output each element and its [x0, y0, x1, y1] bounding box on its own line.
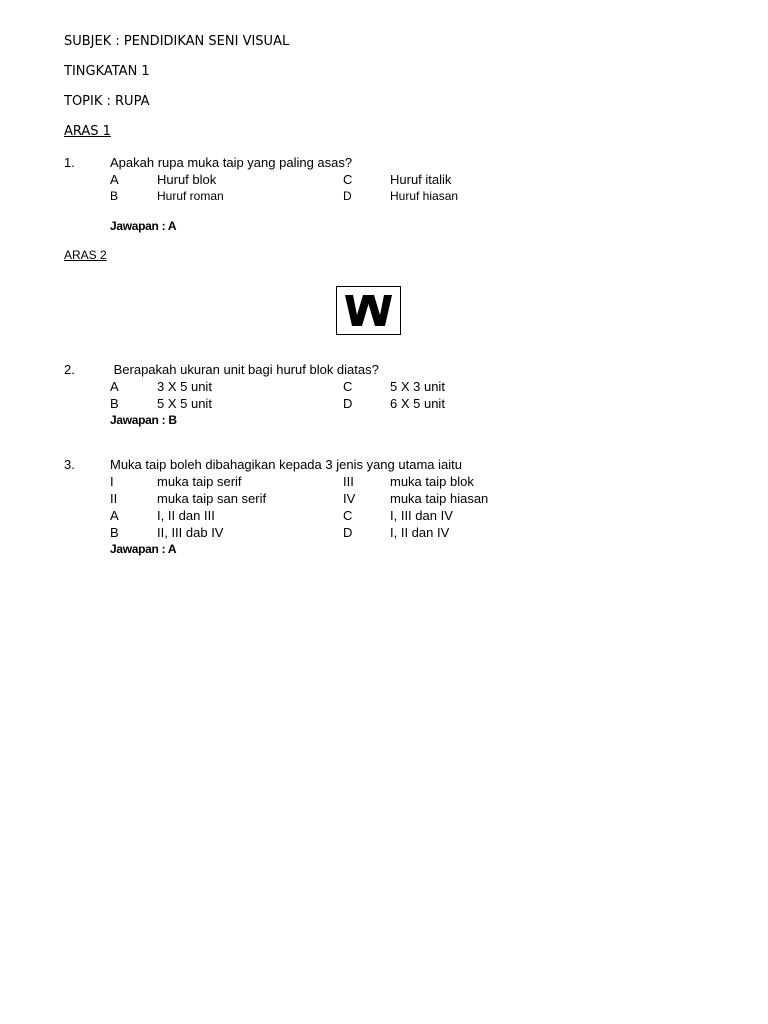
- option-letter: D: [343, 396, 353, 411]
- option-text: 5 X 3 unit: [390, 379, 445, 394]
- statement-text: muka taip serif: [157, 474, 242, 489]
- block-letter-w-icon: [337, 287, 400, 334]
- option-letter: B: [110, 525, 119, 540]
- statement-numeral: II: [110, 491, 118, 506]
- statement-row: [0, 473, 768, 490]
- statement-numeral: III: [343, 474, 354, 489]
- option-text: I, III dan IV: [390, 508, 453, 523]
- option-text: Huruf hiasan: [390, 189, 459, 203]
- option-text: Huruf blok: [157, 172, 217, 187]
- answer-row: [0, 541, 768, 558]
- answer-text: Jawapan : A: [110, 219, 177, 233]
- question-text: Muka taip boleh dibahagikan kepada 3 jenis yang utama iaitu: [110, 457, 462, 472]
- question-text: Berapakah ukuran unit bagi huruf blok diatas?: [110, 362, 379, 377]
- option-row: [0, 507, 768, 524]
- question-2: [0, 361, 768, 429]
- statement-row: [0, 490, 768, 507]
- statement-numeral: IV: [343, 491, 356, 506]
- option-row: [0, 395, 768, 412]
- answer-text: Jawapan : A: [110, 542, 177, 556]
- question-text: Apakah rupa muka taip yang paling asas?: [110, 155, 353, 170]
- option-text: I, II dan III: [157, 508, 215, 523]
- option-letter: A: [110, 172, 119, 187]
- option-letter: C: [343, 379, 353, 394]
- statement-text: muka taip blok: [390, 474, 474, 489]
- option-letter: A: [110, 379, 119, 394]
- statement-text: muka taip hiasan: [390, 491, 489, 506]
- question-number: 3.: [64, 457, 75, 472]
- answer-text: Jawapan : B: [110, 413, 177, 427]
- question-1: [0, 154, 768, 235]
- statement-text: muka taip san serif: [157, 491, 267, 506]
- option-row: [0, 378, 768, 395]
- option-text: 5 X 5 unit: [157, 396, 212, 411]
- option-text: Huruf roman: [157, 189, 224, 203]
- answer-row: [0, 412, 768, 429]
- option-letter: D: [343, 189, 352, 203]
- question-2-stem: [0, 361, 768, 378]
- section-aras-2: ARAS 2: [64, 248, 107, 262]
- option-row: [0, 188, 768, 205]
- option-row: [0, 171, 768, 188]
- option-letter: D: [343, 525, 353, 540]
- question-3: [0, 456, 768, 558]
- option-text: I, II dan IV: [390, 525, 450, 540]
- option-letter: B: [110, 189, 119, 203]
- option-letter: C: [343, 172, 353, 187]
- level-line: TINGKATAN 1: [64, 64, 150, 79]
- option-text: II, III dab IV: [157, 525, 224, 540]
- option-row: [0, 524, 768, 541]
- block-letter-figure: [336, 286, 401, 335]
- topic-line: TOPIK : RUPA: [64, 94, 150, 109]
- question-3-stem: [0, 456, 768, 473]
- statement-numeral: I: [110, 474, 114, 489]
- question-number: 1.: [64, 155, 75, 170]
- option-letter: B: [110, 396, 119, 411]
- section-aras-1: ARAS 1: [64, 124, 111, 139]
- subject-line: SUBJEK : PENDIDIKAN SENI VISUAL: [64, 34, 290, 49]
- option-text: Huruf italik: [390, 172, 452, 187]
- option-text: 3 X 5 unit: [157, 379, 212, 394]
- question-number: 2.: [64, 362, 75, 377]
- option-letter: A: [110, 508, 119, 523]
- option-letter: C: [343, 508, 353, 523]
- answer-row: [0, 218, 768, 235]
- question-1-stem: [0, 154, 768, 171]
- option-text: 6 X 5 unit: [390, 396, 445, 411]
